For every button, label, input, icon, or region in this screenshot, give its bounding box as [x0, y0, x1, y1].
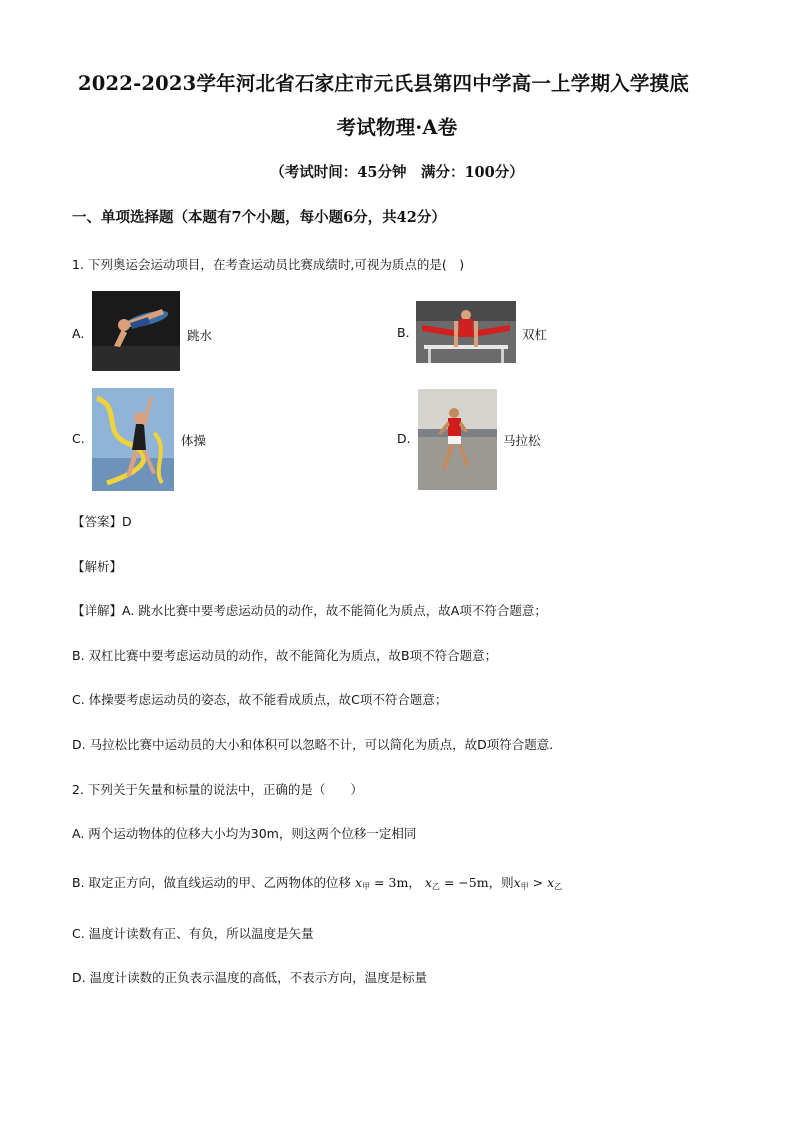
- question-2-stem: 2. 下列关于矢量和标量的说法中，正确的是（ ）: [72, 782, 363, 797]
- x-jia: $x_甲$: [355, 875, 371, 891]
- option-b-letter: B.: [397, 325, 410, 340]
- option-c-letter: C.: [72, 431, 85, 446]
- then-text: ，则: [488, 875, 514, 890]
- explanation-c: C. 体操要考虑运动员的姿态，故不能看成质点，故C项不符合题意；: [72, 692, 448, 707]
- q2-option-d: D. 温度计读数的正负表示温度的高低，不表示方向，温度是标量: [72, 970, 428, 985]
- q2-option-c: C. 温度计读数有正、有负，所以温度是矢量: [72, 926, 314, 941]
- title-line-2: 考试物理·A卷: [336, 116, 458, 139]
- option-d-letter: D.: [397, 431, 411, 446]
- marathon-photo-icon: [418, 389, 497, 490]
- answer-line: 【答案】D: [72, 514, 132, 529]
- option-a-letter: A.: [72, 326, 85, 341]
- x-yi: $x_乙$: [424, 875, 440, 891]
- exam-info: （考试时间：45分钟 满分：100分）: [270, 164, 524, 181]
- diving-photo-icon: [92, 291, 180, 371]
- option-c-label: 体操: [181, 433, 207, 448]
- title-line-1: 2022-2023学年河北省石家庄市元氏县第四中学高一上学期入学摸底: [78, 72, 689, 95]
- q2-option-a: A. 两个运动物体的位移大小均为30m，则这两个位移一定相同: [72, 826, 417, 841]
- sep: ，: [408, 875, 421, 890]
- analysis-heading: 【解析】: [72, 559, 123, 574]
- section-heading: 一、单项选择题（本题有7个小题，每小题6分，共42分）: [72, 209, 446, 226]
- x-jia-2: $x_甲$: [513, 875, 529, 891]
- question-1-stem: 1. 下列奥运会运动项目，在考查运动员比赛成绩时,可视为质点的是( ): [72, 257, 465, 272]
- option-b-label: 双杠: [522, 327, 548, 342]
- option-d-label: 马拉松: [503, 433, 541, 448]
- x-yi-2: $x_乙$: [547, 875, 563, 891]
- q2-option-b-prefix: B. 取定正方向，做直线运动的甲、乙两物体的位移: [72, 875, 352, 890]
- eq-yi: = −5m: [439, 875, 489, 890]
- option-a-label: 跳水: [187, 328, 213, 343]
- explanation-a-text: A. 跳水比赛中要考虑运动员的动作，故不能简化为质点，故A项不符合题意；: [122, 603, 547, 618]
- explanation-b: B. 双杠比赛中要考虑运动员的动作，故不能简化为质点，故B项不符合题意；: [72, 648, 498, 663]
- explanation-a: [72, 601, 547, 619]
- parallel-bars-photo-icon: [416, 301, 516, 363]
- detail-tag: 【详解】: [72, 603, 123, 618]
- eq-jia: = 3m: [370, 875, 409, 890]
- explanation-d: D. 马拉松比赛中运动员的大小和体积可以忽略不计，可以简化为质点，故D项符合题意．: [72, 737, 562, 752]
- gt-sign: >: [528, 875, 548, 890]
- rhythmic-gymnastics-photo-icon: [92, 388, 174, 491]
- q2-option-b: [72, 873, 562, 892]
